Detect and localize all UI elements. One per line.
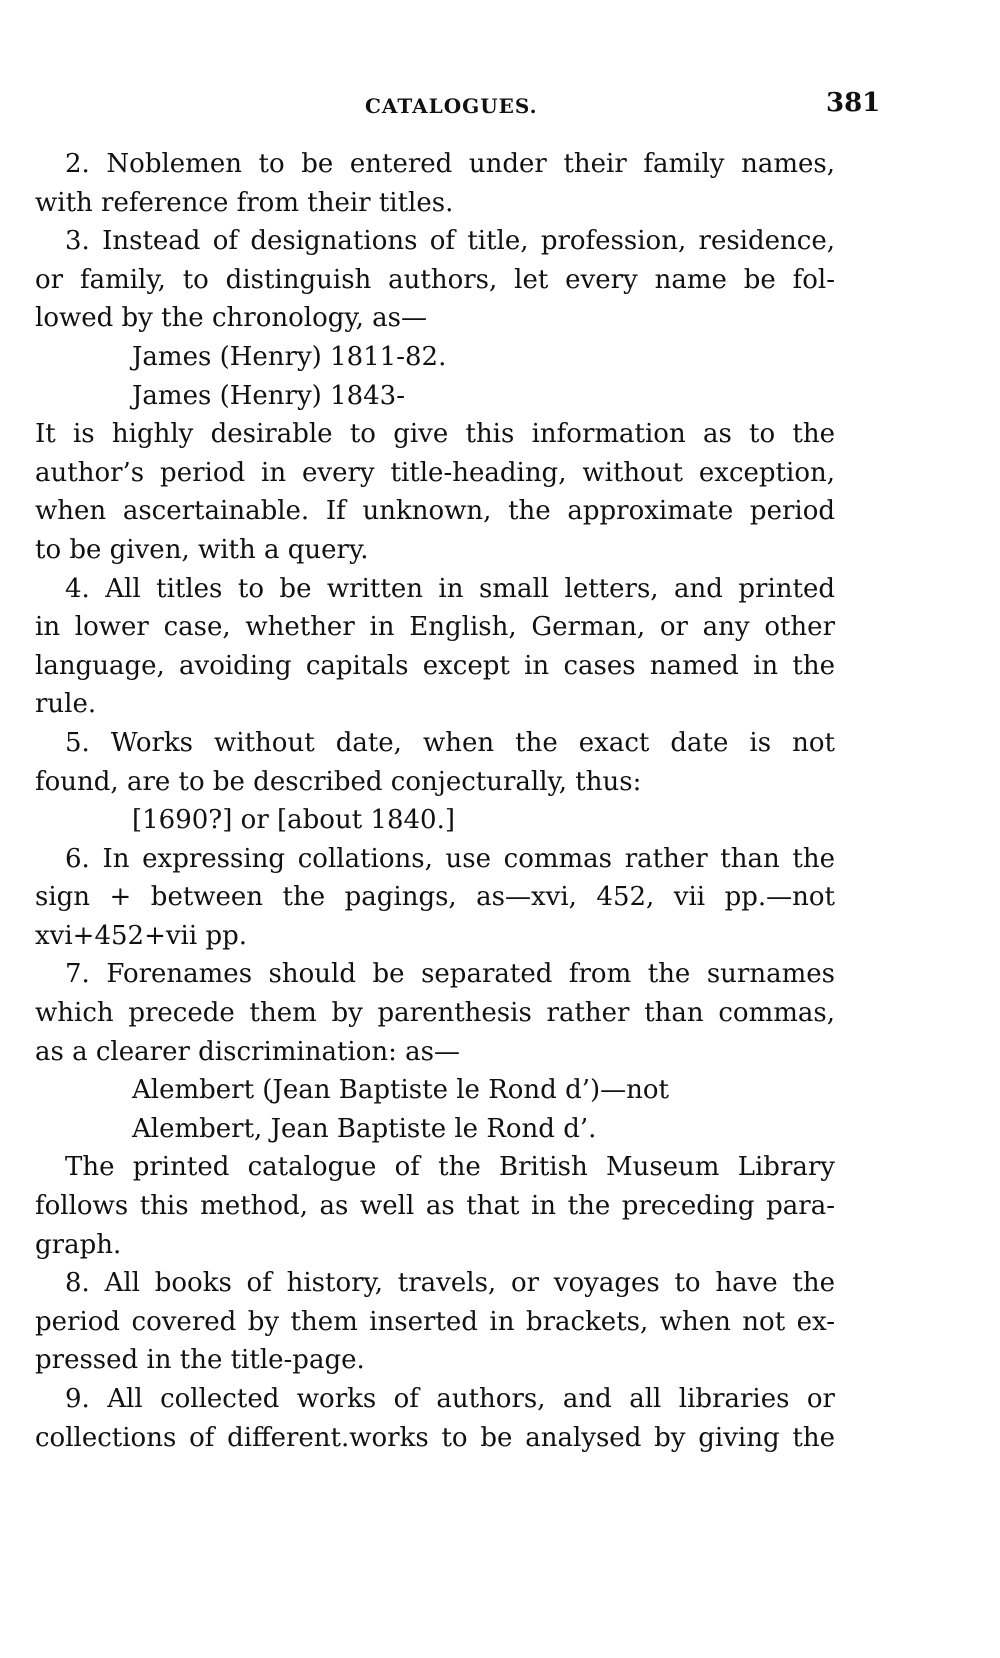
page-header [0,88,1000,128]
text-line: rule. [35,689,97,720]
text-line: when ascertainable. If unknown, the approximate period [35,496,835,527]
text-line: collections of different.works to be analysed by giving the [35,1422,835,1453]
text-line: sign + between the pagings, as—xvi, 452, vii pp.—not [35,882,835,913]
text-line: 7. Forenames should be separated from the surnames [65,959,835,990]
text-line: 8. All books of history, travels, or voyages to have the [65,1268,835,1299]
text-line: 4. All titles to be written in small letters, and printed [65,573,835,604]
text-line: follows this method, as well as that in the preceding para- [35,1191,835,1222]
text-line: found, are to be described conjecturally, thus: [35,766,642,797]
text-line: James (Henry) 1843- [132,380,405,411]
text-line: period covered by them inserted in brackets, when not ex- [35,1306,835,1337]
text-line: Alembert (Jean Baptiste le Rond d’)—not [132,1075,669,1106]
text-line: or family, to distinguish authors, let every name be fol- [35,264,835,295]
text-line: 9. All collected works of authors, and all libraries or [65,1384,835,1414]
text-line: xvi+452+vii pp. [35,920,247,951]
text-line: James (Henry) 1811-82. [132,341,447,372]
text-line: pressed in the title-page. [35,1345,365,1376]
text-line: It is highly desirable to give this information as to the [35,419,835,450]
text-line: 2. Noblemen to be entered under their family names, [65,149,835,179]
text-line: 6. In expressing collations, use commas rather than the [65,843,835,874]
text-line: as a clearer discrimination: as— [35,1036,461,1067]
text-line: 3. Instead of designations of title, profession, residence, [65,226,835,257]
text-line: language, avoiding capitals except in cases named in the [35,650,835,681]
text-line: graph. [35,1229,122,1260]
body-text [35,145,835,1457]
text-line: The printed catalogue of the British Museum Library [65,1152,835,1183]
page-number: 381 [826,88,881,118]
text-line: in lower case, whether in English, German, or any other [35,612,835,643]
text-line: with reference from their titles. [35,187,454,218]
running-head: CATALOGUES. [365,94,538,118]
text-line: to be given, with a query. [35,534,369,565]
text-line: author’s period in every title-heading, without exception, [35,457,835,488]
text-line: which precede them by parenthesis rather than commas, [35,998,835,1029]
text-line: 5. Works without date, when the exact date is not [65,727,835,758]
text-line: lowed by the chronology, as— [35,303,427,334]
text-line: Alembert, Jean Baptiste le Rond d’. [132,1113,597,1144]
text-line: [1690?] or [about 1840.] [132,805,455,836]
